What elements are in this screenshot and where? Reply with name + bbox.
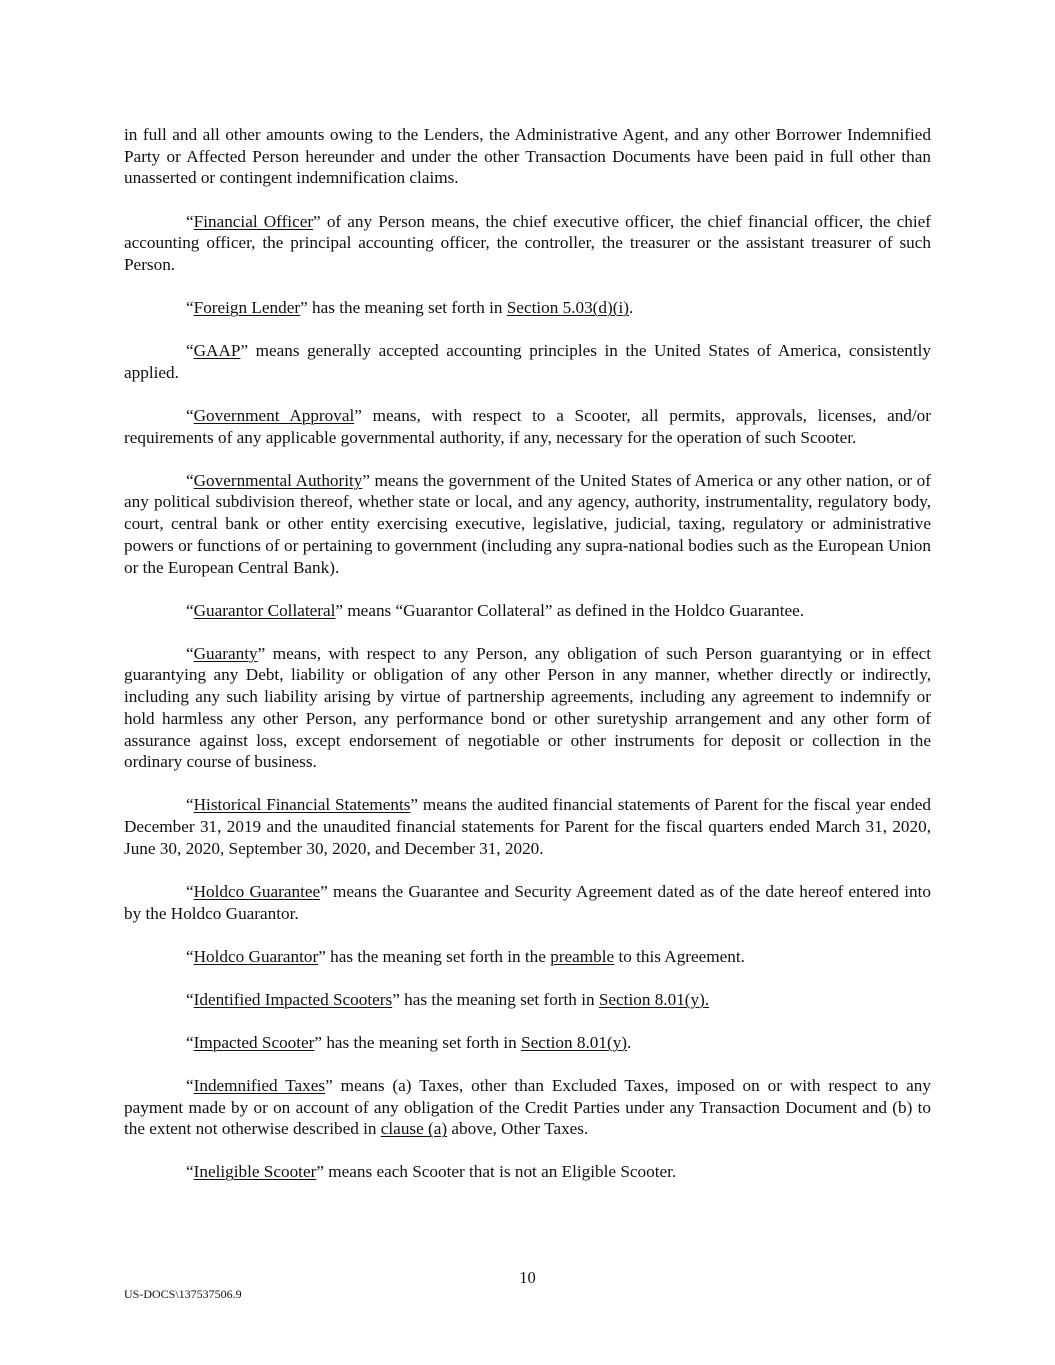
definition-ineligible-scooter: “Ineligible Scooter” means each Scooter that is not an Eligible Scooter. bbox=[186, 1162, 677, 1182]
defined-term: Indemnified Taxes bbox=[193, 1075, 326, 1095]
definition-indemnified-taxes: “Indemnified Taxes” means (a) Taxes, other than Excluded Taxes, imposed on or with respect to any payment made by or on account of any obligation of the Credit Parties under any Transaction Document and (b) to the extent not otherwise described in clause (a) above, Other Taxes. bbox=[124, 1075, 931, 1139]
defined-term: Holdco Guarantor bbox=[193, 946, 319, 966]
defined-term: Governmental Authority bbox=[193, 470, 363, 490]
section-reference: Section 8.01(y). bbox=[598, 989, 710, 1009]
page-number: 10 bbox=[519, 1268, 536, 1287]
defined-term: Guaranty bbox=[193, 643, 258, 663]
definition-impacted-scooter: “Impacted Scooter” has the meaning set forth in Section 8.01(y). bbox=[186, 1032, 632, 1052]
document-id: US-DOCS\137537506.9 bbox=[124, 1287, 242, 1301]
defined-term: Ineligible Scooter bbox=[193, 1162, 317, 1182]
defined-term: Identified Impacted Scooters bbox=[193, 989, 393, 1009]
defined-term: Historical Financial Statements bbox=[193, 795, 411, 815]
definition-governmental-authority: “Governmental Authority” means the government of the United States of America or any other nation, or of any political subdivision thereof, whether state or local, and any agency, authority, instrumentality, regulatory body, court, central bank or other entity exercising executive, legislative, judicial, taxing, regulatory or administrative powers or functions of or pertaining to government (including any supra-national bodies such as the European Union or the European Central Bank). bbox=[124, 470, 931, 577]
defined-term: Impacted Scooter bbox=[193, 1032, 315, 1052]
definition-government-approval: “Government Approval” means, with respect to a Scooter, all permits, approvals, licenses, and/or requirements of any applicable governmental authority, if any, necessary for the operation of such Scooter. bbox=[124, 405, 931, 447]
paragraph-continuation: in full and all other amounts owing to the Lenders, the Administrative Agent, and any other Borrower Indemnified Party or Affected Person hereunder and under the other Transaction Documents have been paid in full other than unasserted or contingent indemnification claims. bbox=[124, 125, 931, 188]
section-reference: Section 5.03(d)(i) bbox=[506, 298, 629, 317]
defined-term: Foreign Lender bbox=[193, 298, 301, 317]
defined-term: GAAP bbox=[193, 341, 241, 361]
defined-term: Government Approval bbox=[193, 405, 355, 425]
definition-guaranty: “Guaranty” means, with respect to any Person, any obligation of such Person guarantying or in effect guarantying any Debt, liability or obligation of any other Person in any manner, whether directly or indirectly, including any such liability arising by virtue of partnership agreements, including any agreement to indemnify or hold harmless any other Person, any performance bond or other suretyship arrangement and any other form of assurance against loss, except endorsement of negotiable or other instruments for deposit or collection in the ordinary course of business. bbox=[124, 643, 931, 772]
definition-holdco-guarantee: “Holdco Guarantee” means the Guarantee and Security Agreement dated as of the date hereof entered into by the Holdco Guarantor. bbox=[124, 881, 931, 923]
definition-historical-financial-statements: “Historical Financial Statements” means the audited financial statements of Parent for the fiscal year ended December 31, 2019 and the unaudited financial statements for Parent for the fiscal quarters ended March 31, 2020, June 30, 2020, September 30, 2020, and December 31, 2020. bbox=[124, 795, 931, 858]
section-reference: Section 8.01(y) bbox=[521, 1032, 628, 1052]
clause-reference: clause (a) bbox=[380, 1119, 448, 1139]
defined-term: Financial Officer bbox=[193, 211, 314, 231]
section-reference: preamble bbox=[550, 946, 615, 966]
definition-guarantor-collateral: “Guarantor Collateral” means “Guarantor Collateral” as defined in the Holdco Guarantee. bbox=[186, 600, 805, 620]
defined-term: Guarantor Collateral bbox=[193, 600, 336, 620]
definition-foreign-lender: “Foreign Lender” has the meaning set forth in Section 5.03(d)(i). bbox=[186, 298, 634, 317]
document-body bbox=[124, 124, 931, 1204]
definition-financial-officer: “Financial Officer” of any Person means, the chief executive officer, the chief financial officer, the chief accounting officer, the principal accounting officer, the controller, the treasurer or the assistant treasurer of such Person. bbox=[124, 211, 931, 274]
definition-gaap: “GAAP” means generally accepted accounting principles in the United States of America, consistently applied. bbox=[124, 341, 931, 382]
definition-identified-impacted-scooters: “Identified Impacted Scooters” has the meaning set forth in Section 8.01(y). bbox=[186, 989, 710, 1009]
definition-holdco-guarantor: “Holdco Guarantor” has the meaning set forth in the preamble to this Agreement. bbox=[186, 946, 745, 966]
defined-term: Holdco Guarantee bbox=[193, 881, 321, 901]
